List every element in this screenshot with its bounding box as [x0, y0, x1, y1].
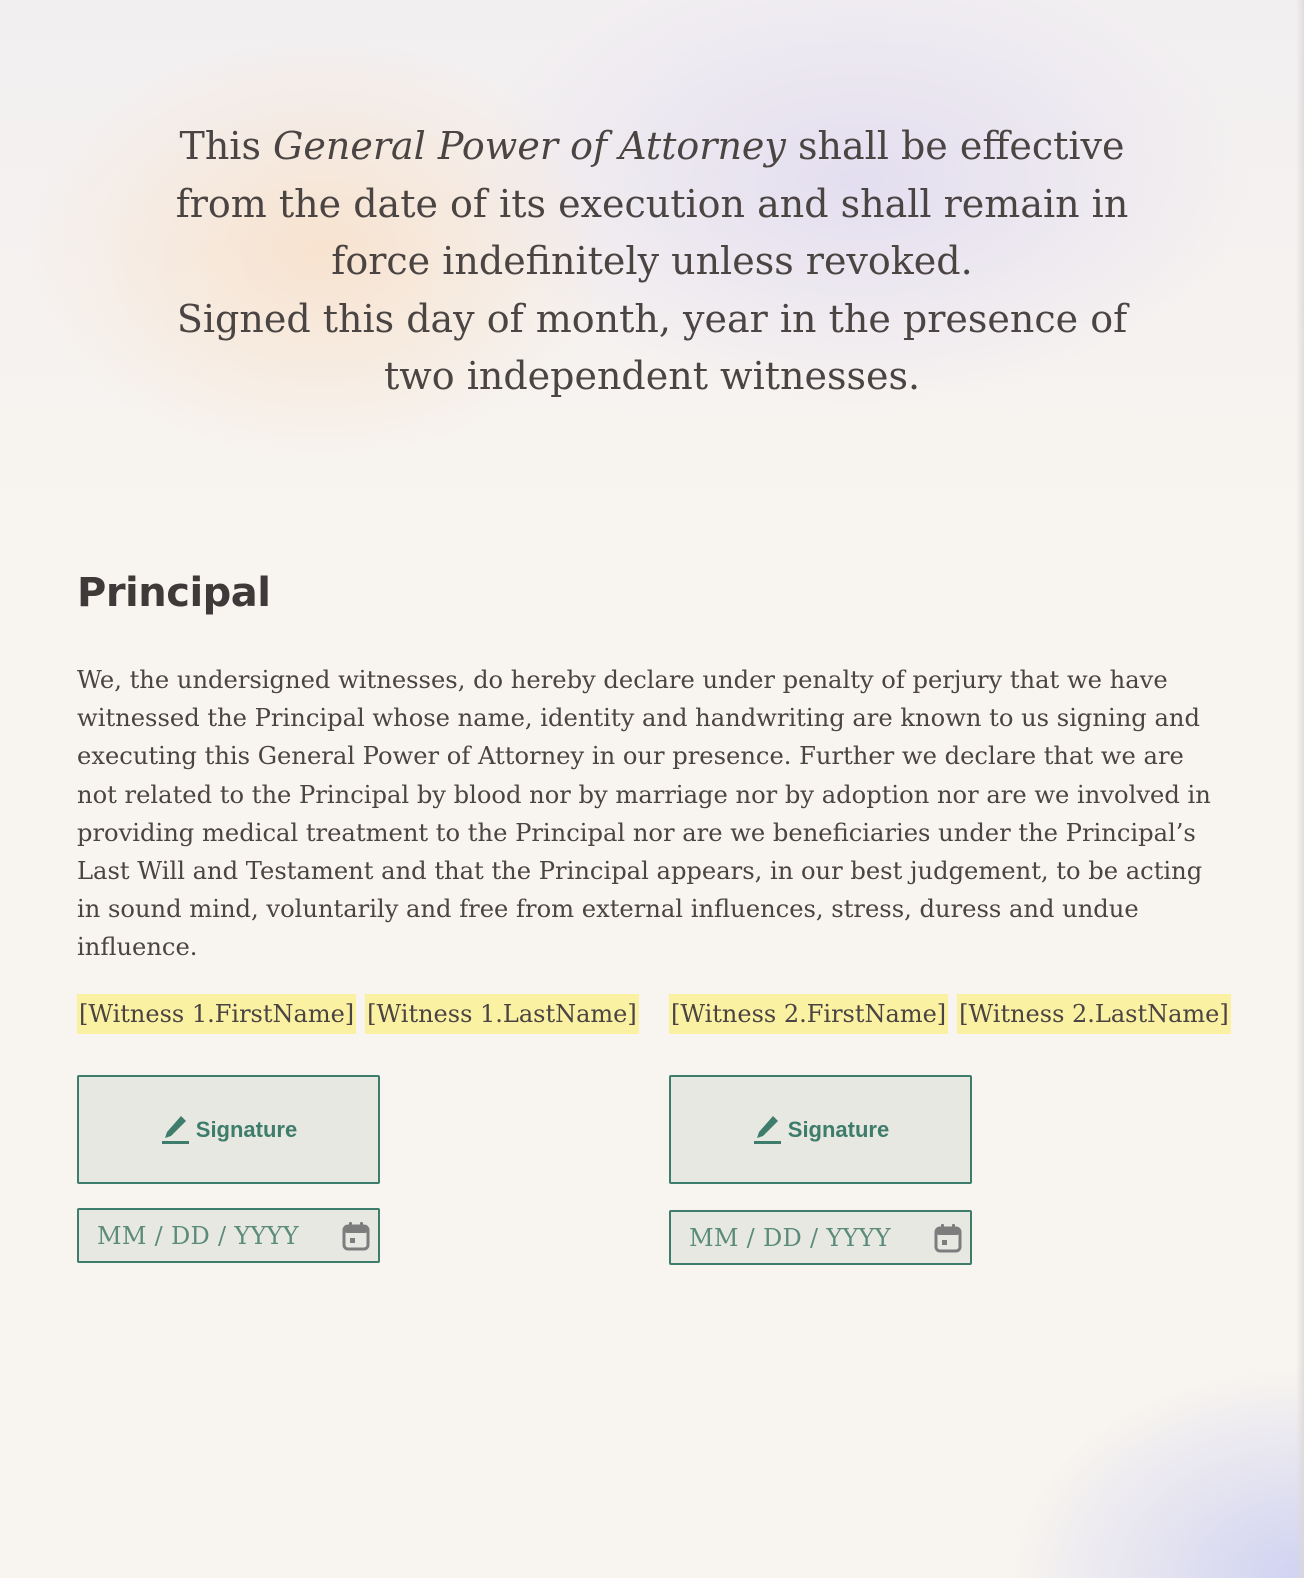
witness-2-date-placeholder: MM / DD / YYYY — [689, 1223, 891, 1252]
witness-2-first-name-field: [Witness 2.FirstName] — [669, 994, 948, 1034]
intro-suffix: shall be effective from the date of its execution and shall remain in force indefinitely unless revoked. — [175, 124, 1129, 283]
witness-1-name — [77, 994, 637, 1034]
calendar-icon[interactable] — [934, 1223, 962, 1253]
witness-2-block — [669, 994, 1229, 1252]
witness-2-signature-label: Signature — [787, 1116, 890, 1142]
witness-1-date-input[interactable] — [77, 1208, 380, 1263]
intro-text — [160, 118, 1144, 406]
witness-2-last-name-field: [Witness 2.LastName] — [957, 994, 1231, 1034]
witness-1-signature-button[interactable] — [77, 1075, 380, 1184]
witness-2-date-input[interactable] — [669, 1210, 972, 1265]
signed-line: Signed this day of month, year in the presence of two independent witnesses. — [176, 296, 1128, 398]
witness-1-last-name-field: [Witness 1.LastName] — [365, 994, 639, 1034]
effective-clause — [160, 118, 1144, 291]
section-title: Principal — [77, 570, 271, 616]
intro-prefix: This — [179, 124, 274, 168]
witness-1-date-placeholder: MM / DD / YYYY — [97, 1221, 299, 1250]
witness-2-signature-button[interactable] — [669, 1075, 972, 1184]
document-title: General Power of Attorney — [273, 124, 786, 168]
witness-1-signature-label: Signature — [195, 1116, 298, 1142]
page-edge — [1296, 0, 1304, 1578]
calendar-icon[interactable] — [342, 1221, 370, 1251]
witness-declaration: We, the undersigned witnesses, do hereby declare under penalty of perjury that we have witnessed the Principal whose name, identity and handwriting are known to us signing and executing this General Power of Attorney in our presence. Further we declare that we are not related to the Principal by blood nor by marriage nor by adoption nor are we involved in providing medical treatment to the Principal nor are we beneficiaries under the Principal’s Last Will and Testament and that the Principal appears, in our best judgement, to be acting in sound mind, voluntarily and free from external influences, stress, duress and undue influence. — [77, 666, 1211, 962]
witness-2-name — [669, 994, 1229, 1034]
witness-1-block — [77, 994, 637, 1250]
pen-icon — [160, 1114, 190, 1146]
pen-icon — [752, 1114, 782, 1146]
witness-1-first-name-field: [Witness 1.FirstName] — [77, 994, 356, 1034]
